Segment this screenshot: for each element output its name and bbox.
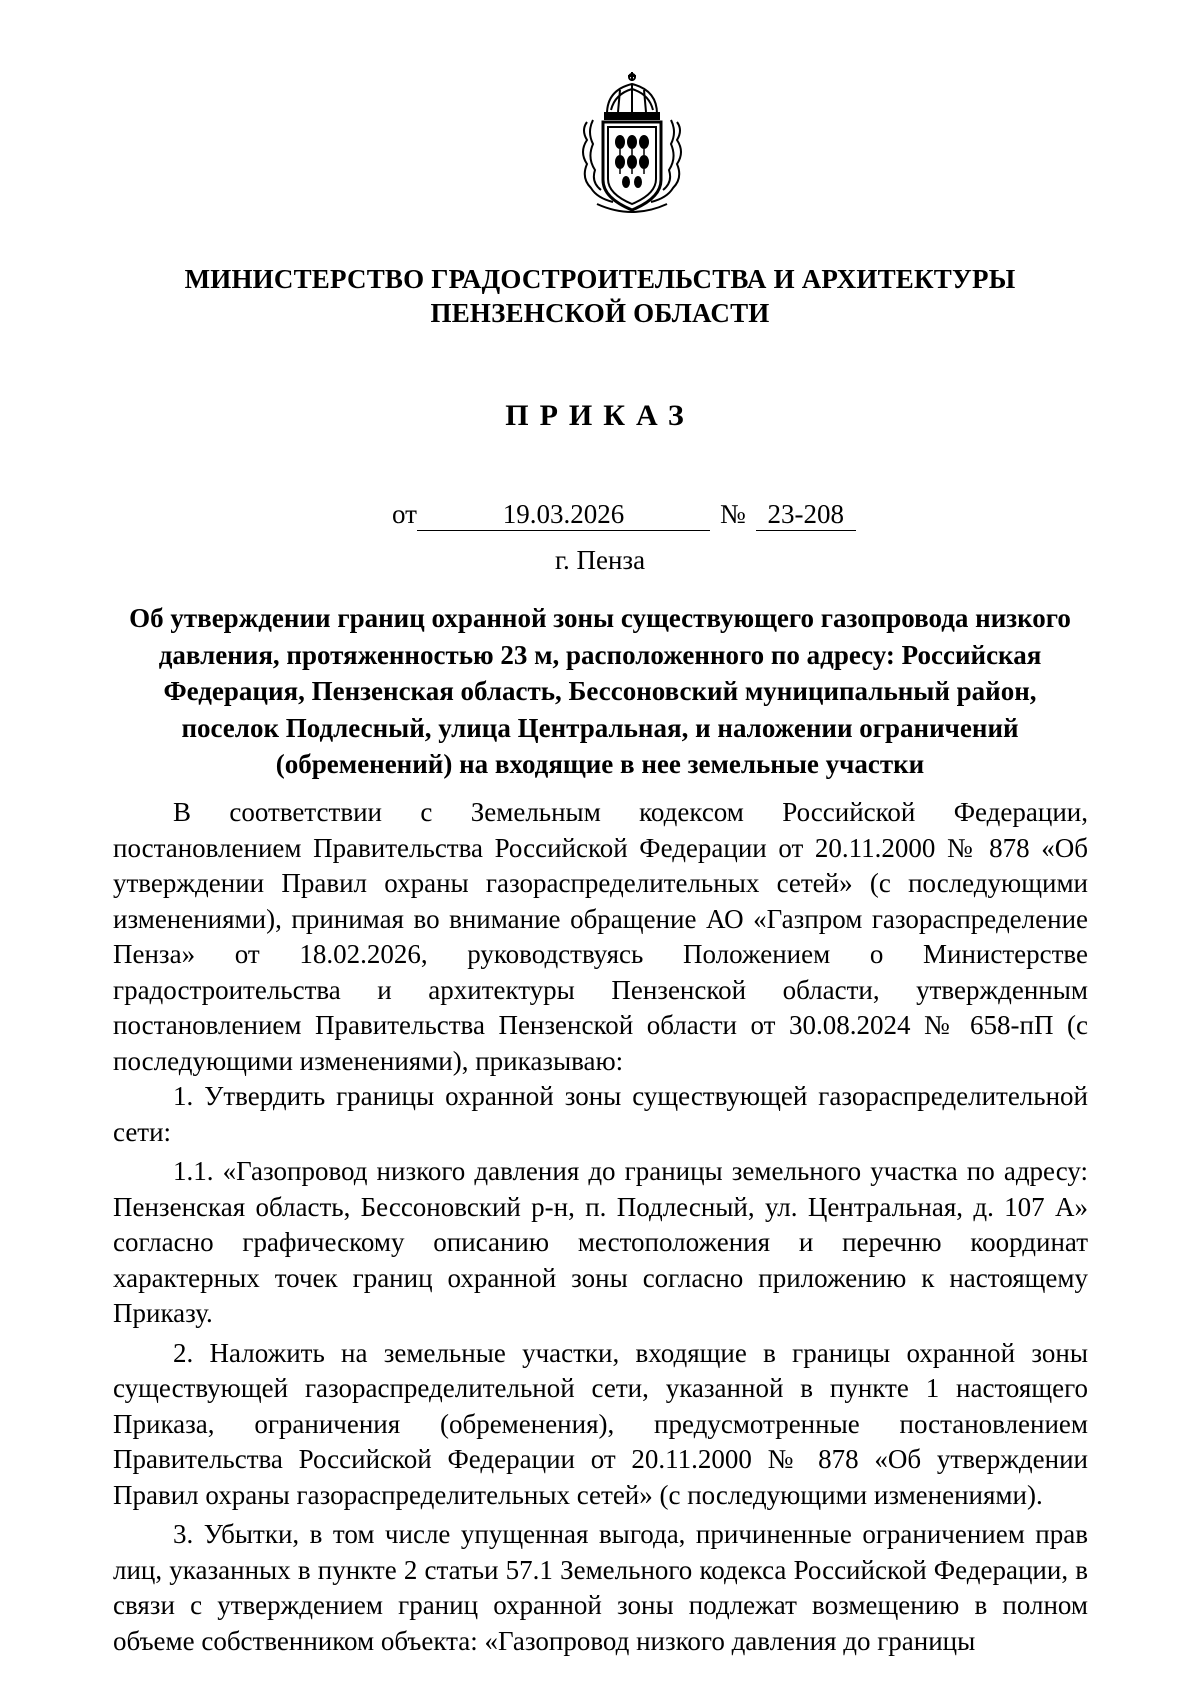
number-sign: №	[719, 499, 746, 529]
item-3-paragraph: 3. Убытки, в том числе упущенная выгода, причиненные ограничением прав лиц, указанных в пункте 2 статьи 57.1 Земельного кодекса Российской Федерации, в связи с утверждением границ охранной зоны подлежат возмещению в полном объеме собственником объекта: «Газопровод низкого давления до границы	[113, 1519, 1088, 1656]
ministry-name	[120, 262, 1080, 330]
item-1-paragraph: 1. Утвердить границы охранной зоны существующей газораспределительной сети:	[113, 1081, 1088, 1147]
document-date: 19.03.2026	[417, 498, 710, 531]
ministry-name-line2: ПЕНЗЕНСКОЙ ОБЛАСТИ	[430, 298, 770, 328]
document-type-title: ПРИКАЗ	[505, 399, 695, 432]
ministry-name-line1: МИНИСТЕРСТВО ГРАДОСТРОИТЕЛЬСТВА И АРХИТЕКТУРЫ	[184, 264, 1016, 294]
city-line: г. Пенза	[554, 545, 646, 575]
item-2-paragraph: 2. Наложить на земельные участки, входящие в границы охранной зоны существующей газораспределительной сети, указанной в пункте 1 настоящего Приказа, ограничения (обременения), предусмотренные постановлением Правительства Российской Федерации от 20.11.2000 № 878 «Об утверждении Правил охраны газораспределительных сетей» (с последующими изменениями).	[113, 1337, 1088, 1510]
document-number: 23-208	[756, 498, 856, 531]
item-1-1-paragraph: 1.1. «Газопровод низкого давления до границы земельного участка по адресу: Пензенская область, Бессоновский р-н, п. Подлесный, ул. Центральная, д. 107 А» согласно графическому описанию местоположения и перечню координат характерных точек границ охранной зоны согласно приложению к настоящему Приказу.	[113, 1156, 1088, 1328]
coat-of-arms-icon	[573, 70, 691, 220]
document-subject: Об утверждении границ охранной зоны существующего газопровода низкого давления, протяженностью 23 м, расположенного по адресу: Российская Федерация, Пензенская область, Бессоновский муниципальный район, поселок Подлесный, улица Центральная, и наложении ограничений (обременений) на входящие в нее земельные участки	[129, 603, 1071, 779]
date-number-line	[392, 497, 856, 531]
preamble-paragraph: В соответствии с Земельным кодексом Российской Федерации, постановлением Правительства Российской Федерации от 20.11.2000 № 878 «Об утверждении Правил охраны газораспределительных сетей» (с последующими изменениями), принимая во внимание обращение АО «Газпром газораспределение Пенза» от 18.02.2026, руководствуясь Положением о Министерстве градостроительства и архитектуры Пензенской области, утвержденным постановлением Правительства Пензенской области от 30.08.2024 № 658-пП (с последующими изменениями), приказываю:	[113, 797, 1088, 1076]
date-prefix: от	[392, 499, 417, 529]
document-body	[113, 795, 1088, 1659]
